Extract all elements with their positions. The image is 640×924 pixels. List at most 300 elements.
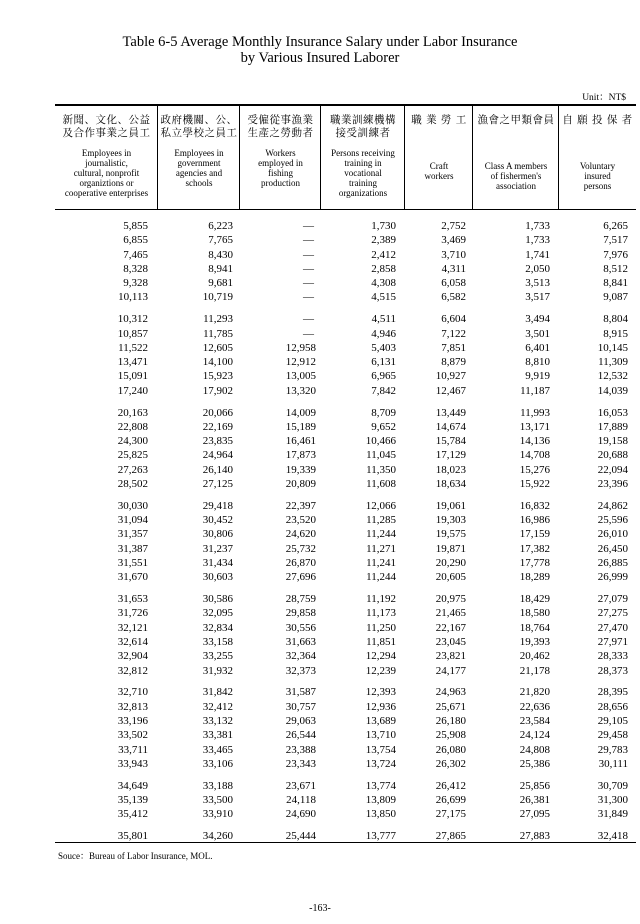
table-cell: 32,614 xyxy=(117,636,148,649)
table-cell: 22,169 xyxy=(202,420,233,433)
table-cell: 15,276 xyxy=(519,463,550,476)
table-top-rule xyxy=(55,104,636,106)
column-header-english-line: cultural, nonprofit xyxy=(73,168,140,178)
table-cell: 32,418 xyxy=(597,830,628,843)
table-cell: 30,757 xyxy=(285,700,316,713)
table-cell: 27,175 xyxy=(435,808,466,821)
table-cell: 5,855 xyxy=(123,220,148,232)
table-cell: 15,091 xyxy=(117,370,148,383)
table-cell: 25,386 xyxy=(519,757,550,770)
table-cell: 10,466 xyxy=(365,435,396,448)
table-cell: 25,825 xyxy=(117,449,148,462)
column-header-7 xyxy=(559,114,636,191)
table-cell: 27,883 xyxy=(519,830,550,843)
table-cell: 6,265 xyxy=(603,220,628,232)
table-cell: 26,302 xyxy=(435,757,466,770)
table-cell: 25,444 xyxy=(285,830,316,843)
table-cell: 30,603 xyxy=(202,571,233,584)
table-row xyxy=(0,434,640,448)
table-cell: 16,053 xyxy=(597,406,628,419)
column-header-english-line: training in xyxy=(344,158,382,168)
table-row xyxy=(0,570,640,584)
table-cell: 32,121 xyxy=(117,621,148,634)
table-cell: 23,835 xyxy=(202,435,233,448)
table-cell: 4,511 xyxy=(371,313,396,326)
column-header-english-line: association xyxy=(496,181,536,191)
table-cell: 14,100 xyxy=(202,356,233,369)
table-cell: 8,841 xyxy=(603,277,628,290)
table-title-line1: Table 6-5 Average Monthly Insurance Salary under Labor Insurance xyxy=(122,34,518,50)
table-cell: 13,809 xyxy=(365,793,396,806)
column-header-chinese-line: 私立學校之員工 xyxy=(160,127,238,139)
column-header-english-line: insured xyxy=(584,171,611,181)
table-cell: 1,733 xyxy=(525,234,550,247)
column-header-english-line: Craft xyxy=(429,161,449,171)
table-row xyxy=(0,355,640,369)
table-cell: 17,873 xyxy=(285,449,316,462)
table-cell: 11,192 xyxy=(366,593,396,606)
table-cell: — xyxy=(303,234,314,247)
column-header-english-line: Employees in xyxy=(81,148,132,158)
table-cell: 6,965 xyxy=(371,370,396,383)
table-cell: 21,465 xyxy=(435,607,466,620)
table-cell: 31,551 xyxy=(117,557,148,570)
table-cell: 15,923 xyxy=(202,370,233,383)
table-cell: 24,690 xyxy=(285,808,316,821)
column-header-english xyxy=(473,161,559,191)
table-row xyxy=(0,499,640,513)
table-cell: 8,512 xyxy=(603,262,628,275)
table-cell: 3,469 xyxy=(441,234,466,247)
table-cell: 19,061 xyxy=(435,499,466,512)
table-cell: 19,303 xyxy=(435,514,466,527)
table-cell: 30,709 xyxy=(597,779,628,792)
table-cell: — xyxy=(303,262,314,275)
table-cell: 18,023 xyxy=(435,463,466,476)
table-row xyxy=(0,248,640,262)
table-cell: 16,986 xyxy=(519,514,550,527)
table-cell: 19,871 xyxy=(435,542,466,555)
table-cell: 27,865 xyxy=(435,830,466,843)
table-cell: 20,066 xyxy=(202,406,233,419)
table-cell: 6,058 xyxy=(441,277,466,290)
table-cell: 29,063 xyxy=(285,715,316,727)
table-cell: 23,821 xyxy=(435,650,466,663)
table-row xyxy=(0,779,640,793)
table-cell: 11,350 xyxy=(366,463,396,476)
table-cell: 19,158 xyxy=(597,435,628,448)
table-cell: 26,885 xyxy=(597,557,628,570)
table-cell: 12,605 xyxy=(202,341,233,354)
table-cell: 27,275 xyxy=(597,607,628,620)
table-cell: 11,309 xyxy=(598,356,628,369)
column-header-english-line: of fishermen's xyxy=(490,171,542,181)
table-cell: 31,653 xyxy=(117,593,148,606)
table-cell: 7,976 xyxy=(603,248,628,261)
table-cell: 26,999 xyxy=(597,571,628,584)
table-cell: 21,178 xyxy=(519,664,550,677)
table-row xyxy=(0,384,640,398)
column-header-english-line: organizations xyxy=(338,188,388,198)
table-cell: 22,094 xyxy=(597,463,628,476)
table-cell: 28,759 xyxy=(285,593,316,606)
table-cell: 10,857 xyxy=(117,327,148,340)
table-cell: 30,556 xyxy=(285,621,316,634)
table-cell: 29,783 xyxy=(597,743,628,756)
table-cell: 34,649 xyxy=(117,779,148,792)
table-row xyxy=(0,233,640,247)
table-cell: 25,908 xyxy=(435,729,466,742)
table-cell: 28,333 xyxy=(597,650,628,663)
table-cell: 2,858 xyxy=(371,262,396,275)
column-header-english xyxy=(55,148,158,198)
table-cell: 7,122 xyxy=(441,327,466,340)
table-cell: 10,145 xyxy=(597,341,628,354)
table-cell: 11,173 xyxy=(366,607,396,620)
table-cell: 14,674 xyxy=(435,420,466,433)
table-row xyxy=(0,262,640,276)
column-header-chinese xyxy=(158,114,240,140)
column-header-chinese-line: 自 願 投 保 者 xyxy=(562,114,633,126)
table-cell: 22,167 xyxy=(435,621,466,634)
table-cell: 13,754 xyxy=(365,743,396,756)
column-header-english-line: government xyxy=(177,158,221,168)
table-cell: 24,124 xyxy=(519,729,550,742)
column-header-chinese xyxy=(55,114,158,140)
table-cell: 26,180 xyxy=(435,715,466,727)
table-cell: 6,582 xyxy=(441,291,466,304)
table-row xyxy=(0,728,640,742)
table-cell: 19,339 xyxy=(285,463,316,476)
table-cell: 2,389 xyxy=(371,234,396,247)
table-row xyxy=(0,700,640,714)
table-row xyxy=(0,369,640,383)
table-cell: 21,820 xyxy=(519,686,550,699)
table-cell: 13,320 xyxy=(285,384,316,397)
table-cell: 13,171 xyxy=(519,420,550,433)
table-cell: 12,532 xyxy=(597,370,628,383)
table-cell: 4,515 xyxy=(371,291,396,304)
table-cell: 8,810 xyxy=(525,356,550,369)
table-cell: 23,396 xyxy=(597,478,628,491)
table-cell: 32,710 xyxy=(117,686,148,699)
table-cell: 28,502 xyxy=(117,478,148,491)
table-cell: 23,045 xyxy=(435,636,466,649)
table-cell: 3,710 xyxy=(441,248,466,261)
table-cell: 24,620 xyxy=(285,528,316,541)
table-cell: 23,671 xyxy=(285,779,316,792)
table-cell: 24,177 xyxy=(435,664,466,677)
column-header-english-line: vocational xyxy=(344,168,382,178)
table-cell: 17,902 xyxy=(202,384,233,397)
table-cell: 33,381 xyxy=(202,729,233,742)
table-cell: 6,223 xyxy=(208,220,233,232)
table-row xyxy=(0,592,640,606)
column-header-english-line: persons xyxy=(583,181,612,191)
table-cell: 9,681 xyxy=(208,277,233,290)
table-cell: 11,522 xyxy=(118,341,148,354)
table-cell: 11,285 xyxy=(366,514,396,527)
table-cell: 31,387 xyxy=(117,542,148,555)
column-header-chinese xyxy=(240,114,321,140)
table-cell: — xyxy=(303,327,314,340)
table-cell: 4,311 xyxy=(441,262,466,275)
column-header-chinese-line: 職業訓練機構 xyxy=(330,114,396,126)
table-cell: 31,842 xyxy=(202,686,233,699)
table-cell: 26,699 xyxy=(435,793,466,806)
table-cell: 35,412 xyxy=(117,808,148,821)
table-cell: 26,010 xyxy=(597,528,628,541)
table-row xyxy=(0,757,640,771)
column-header-english-line: agencies and xyxy=(175,168,223,178)
table-row xyxy=(0,664,640,678)
table-cell: 7,517 xyxy=(603,234,628,247)
table-row xyxy=(0,807,640,821)
table-cell: 12,467 xyxy=(435,384,466,397)
table-cell: 20,688 xyxy=(597,449,628,462)
table-cell: 9,652 xyxy=(371,420,396,433)
column-header-english-line: Employees in xyxy=(174,148,224,158)
column-header-3 xyxy=(240,114,321,188)
table-cell: 27,125 xyxy=(202,478,233,491)
table-cell: 18,289 xyxy=(519,571,550,584)
table-cell: 1,741 xyxy=(525,248,550,261)
table-cell: 11,244 xyxy=(366,571,396,584)
column-header-chinese xyxy=(405,114,473,140)
table-cell: 30,030 xyxy=(117,499,148,512)
table-title xyxy=(0,34,640,66)
table-cell: 29,418 xyxy=(202,499,233,512)
table-cell: 10,113 xyxy=(118,291,148,304)
table-cell: 26,870 xyxy=(285,557,316,570)
table-cell: 31,670 xyxy=(117,571,148,584)
table-cell: 13,689 xyxy=(365,715,396,727)
table-cell: 13,724 xyxy=(365,757,396,770)
table-cell: 12,393 xyxy=(365,686,396,699)
table-cell: 32,412 xyxy=(202,700,233,713)
table-cell: 22,397 xyxy=(285,499,316,512)
table-cell: 35,139 xyxy=(117,793,148,806)
column-header-english-line: organiztions or xyxy=(79,178,134,188)
table-cell: 3,494 xyxy=(525,313,550,326)
table-cell: 8,804 xyxy=(603,313,628,326)
table-cell: 32,812 xyxy=(117,664,148,677)
table-cell: 12,239 xyxy=(365,664,396,677)
table-cell: — xyxy=(303,277,314,290)
table-cell: 30,452 xyxy=(202,514,233,527)
table-cell: 33,188 xyxy=(202,779,233,792)
table-cell: 30,111 xyxy=(598,757,628,770)
table-row xyxy=(0,312,640,326)
column-header-2 xyxy=(158,114,240,188)
table-cell: 12,936 xyxy=(365,700,396,713)
table-cell: 29,458 xyxy=(597,729,628,742)
column-header-english-line: production xyxy=(261,178,300,188)
table-cell: 8,709 xyxy=(371,406,396,419)
table-cell: 2,752 xyxy=(441,220,466,232)
table-cell: 16,461 xyxy=(285,435,316,448)
table-cell: 32,373 xyxy=(285,664,316,677)
table-cell: 3,517 xyxy=(525,291,550,304)
table-cell: 33,943 xyxy=(117,757,148,770)
table-cell: 8,915 xyxy=(603,327,628,340)
table-cell: 13,471 xyxy=(117,356,148,369)
table-cell: 30,586 xyxy=(202,593,233,606)
column-header-chinese-line: 生產之勞動者 xyxy=(247,127,314,139)
table-row xyxy=(0,477,640,491)
column-header-1 xyxy=(55,114,158,198)
table-cell: 12,912 xyxy=(285,356,316,369)
source-note: Souce：Bureau of Labor Insurance, MOL. xyxy=(58,851,213,861)
table-cell: 1,733 xyxy=(525,220,550,232)
column-header-chinese-line: 漁會之甲類會員 xyxy=(477,114,555,126)
table-cell: — xyxy=(303,248,314,261)
table-cell: — xyxy=(303,220,314,232)
table-cell: 27,263 xyxy=(117,463,148,476)
table-cell: 14,009 xyxy=(285,406,316,419)
table-cell: 11,241 xyxy=(366,557,396,570)
column-header-6 xyxy=(473,114,559,191)
page-number: -163- xyxy=(309,903,331,914)
table-cell: 24,964 xyxy=(202,449,233,462)
table-cell: 7,765 xyxy=(208,234,233,247)
table-cell: 12,294 xyxy=(365,650,396,663)
table-cell: 17,778 xyxy=(519,557,550,570)
table-cell: 33,255 xyxy=(202,650,233,663)
table-cell: 31,849 xyxy=(597,808,628,821)
table-row xyxy=(0,685,640,699)
header-bottom-rule xyxy=(55,209,636,210)
table-cell: 32,904 xyxy=(117,650,148,663)
column-header-chinese-line: 職 業 勞 工 xyxy=(411,114,467,126)
column-header-english xyxy=(240,148,321,188)
table-cell: 26,412 xyxy=(435,779,466,792)
table-row xyxy=(0,513,640,527)
table-cell: 26,080 xyxy=(435,743,466,756)
column-header-english xyxy=(158,148,240,188)
table-cell: 29,858 xyxy=(285,607,316,620)
table-cell: 17,382 xyxy=(519,542,550,555)
column-header-english-line: schools xyxy=(185,178,213,188)
table-cell: 8,430 xyxy=(208,248,233,261)
table-row xyxy=(0,327,640,341)
table-cell: 31,932 xyxy=(202,664,233,677)
table-cell: 8,879 xyxy=(441,356,466,369)
table-cell: 34,260 xyxy=(202,830,233,843)
table-row xyxy=(0,556,640,570)
table-cell: 32,095 xyxy=(202,607,233,620)
table-cell: 11,851 xyxy=(366,636,396,649)
table-cell: 11,244 xyxy=(366,528,396,541)
column-header-english xyxy=(405,161,473,181)
table-cell: 33,465 xyxy=(202,743,233,756)
table-cell: 10,927 xyxy=(435,370,466,383)
table-cell: 13,449 xyxy=(435,406,466,419)
table-cell: 10,719 xyxy=(202,291,233,304)
table-cell: 28,395 xyxy=(597,686,628,699)
table-cell: 33,502 xyxy=(117,729,148,742)
table-cell: 23,343 xyxy=(285,757,316,770)
table-cell: 27,971 xyxy=(597,636,628,649)
table-cell: 33,106 xyxy=(202,757,233,770)
column-header-chinese-line: 新聞、文化、公益 xyxy=(62,114,151,126)
table-cell: 7,842 xyxy=(371,384,396,397)
table-row xyxy=(0,527,640,541)
table-cell: 20,290 xyxy=(435,557,466,570)
table-cell: 11,608 xyxy=(366,478,396,491)
table-row xyxy=(0,448,640,462)
table-cell: 31,587 xyxy=(285,686,316,699)
table-row xyxy=(0,290,640,304)
table-cell: 27,095 xyxy=(519,808,550,821)
table-cell: 20,605 xyxy=(435,571,466,584)
unit-label: Unit：NT$ xyxy=(582,93,626,103)
table-cell: 6,131 xyxy=(371,356,396,369)
table-cell: 13,777 xyxy=(365,830,396,843)
table-row xyxy=(0,793,640,807)
table-cell: 32,364 xyxy=(285,650,316,663)
table-cell: 18,634 xyxy=(435,478,466,491)
table-cell: 2,412 xyxy=(371,248,396,261)
table-row xyxy=(0,406,640,420)
table-cell: 14,136 xyxy=(519,435,550,448)
table-cell: 10,312 xyxy=(117,313,148,326)
table-cell: 19,575 xyxy=(435,528,466,541)
table-row xyxy=(0,219,640,233)
table-cell: 33,910 xyxy=(202,808,233,821)
table-cell: 11,045 xyxy=(366,449,396,462)
table-row xyxy=(0,420,640,434)
table-cell: 31,300 xyxy=(597,793,628,806)
table-cell: 17,889 xyxy=(597,420,628,433)
column-header-chinese xyxy=(559,114,636,140)
table-cell: 32,813 xyxy=(117,700,148,713)
table-cell: 25,671 xyxy=(435,700,466,713)
table-cell: 33,132 xyxy=(202,715,233,727)
table-cell: 11,293 xyxy=(203,313,233,326)
table-cell: 31,237 xyxy=(202,542,233,555)
table-cell: 31,094 xyxy=(117,514,148,527)
table-bottom-rule xyxy=(55,842,636,843)
table-cell: 17,129 xyxy=(435,449,466,462)
table-cell: 12,066 xyxy=(365,499,396,512)
table-row xyxy=(0,276,640,290)
table-cell: 8,328 xyxy=(123,262,148,275)
table-cell: 15,784 xyxy=(435,435,466,448)
column-header-chinese xyxy=(321,114,405,140)
table-cell: 18,429 xyxy=(519,593,550,606)
table-cell: 33,196 xyxy=(117,715,148,727)
table-cell: 5,403 xyxy=(371,341,396,354)
table-cell: 18,764 xyxy=(519,621,550,634)
column-header-chinese-line: 政府機關、公、 xyxy=(160,114,238,126)
table-cell: 24,808 xyxy=(519,743,550,756)
table-cell: 15,922 xyxy=(519,478,550,491)
table-cell: 20,462 xyxy=(519,650,550,663)
table-row xyxy=(0,743,640,757)
table-cell: 23,584 xyxy=(519,715,550,727)
table-row xyxy=(0,542,640,556)
table-cell: 3,501 xyxy=(525,327,550,340)
table-cell: 33,500 xyxy=(202,793,233,806)
table-cell: 24,118 xyxy=(286,793,316,806)
table-cell: 11,271 xyxy=(366,542,396,555)
table-cell: 13,710 xyxy=(365,729,396,742)
table-cell: 20,975 xyxy=(435,593,466,606)
table-cell: 14,708 xyxy=(519,449,550,462)
table-cell: 25,856 xyxy=(519,779,550,792)
column-header-english xyxy=(559,161,636,191)
